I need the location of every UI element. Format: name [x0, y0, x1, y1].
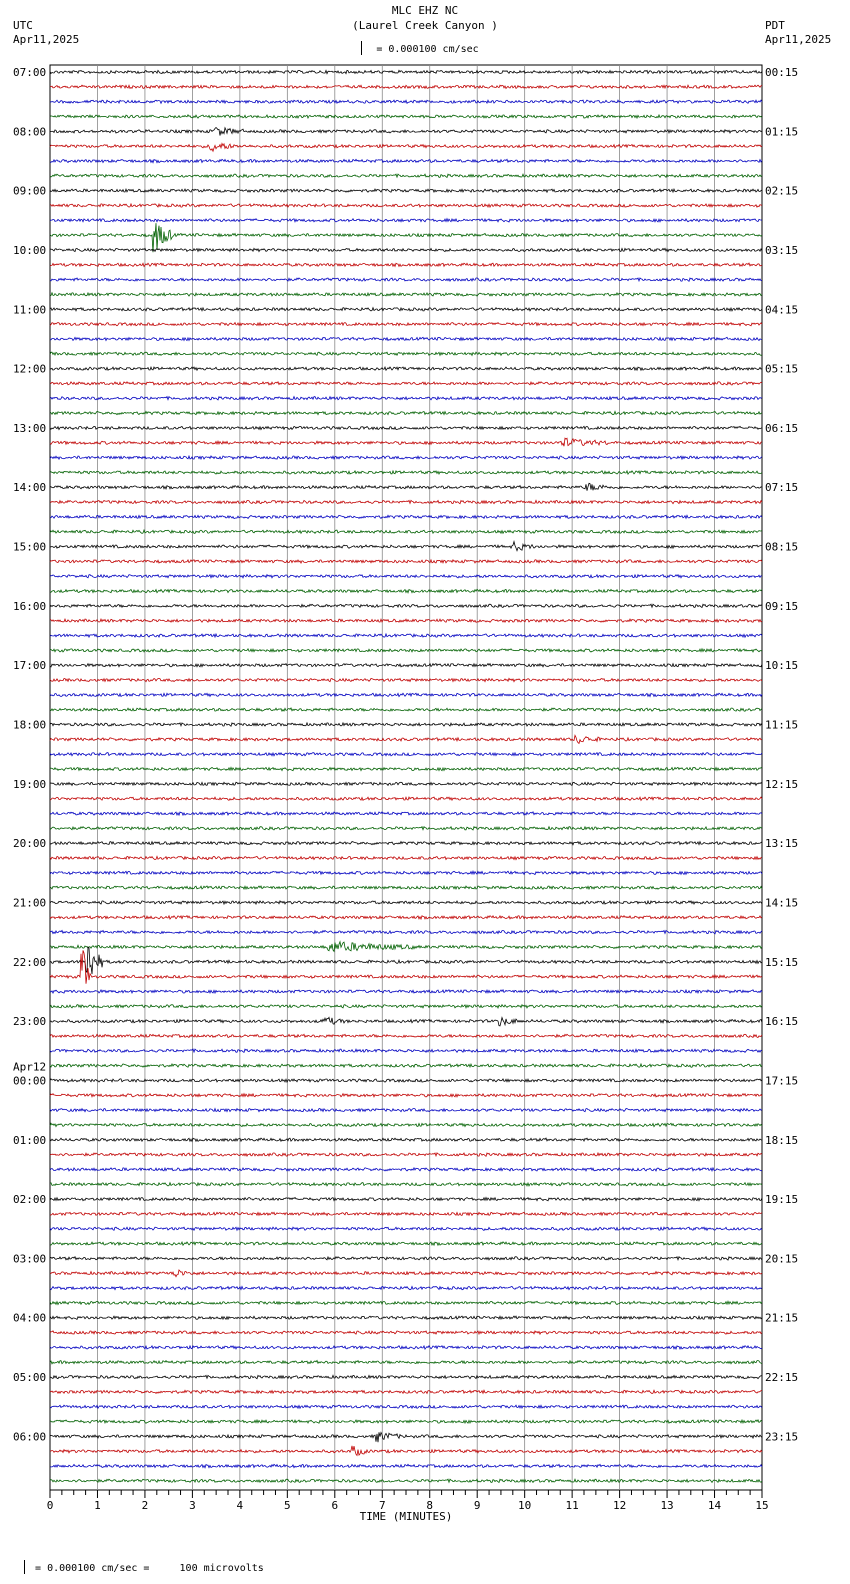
trace-line: [50, 931, 762, 934]
left-hour-label: 14:00: [13, 481, 47, 495]
trace-line: [50, 352, 762, 355]
trace-line: [50, 886, 762, 889]
x-axis-label: TIME (MINUTES): [359, 1510, 453, 1523]
trace-line: [50, 767, 762, 770]
left-hour-label: 02:00: [13, 1193, 47, 1207]
trace-line: [50, 1198, 762, 1201]
trace-line: [50, 100, 762, 103]
left-hour-label: 21:00: [13, 896, 47, 910]
left-hour-label: 09:00: [13, 184, 47, 198]
right-hour-label: 19:15: [765, 1193, 799, 1207]
trace-line: [50, 901, 762, 904]
x-tick-label: 4: [236, 1499, 244, 1512]
trace-line: [50, 293, 762, 296]
left-hour-label: 04:00: [13, 1311, 47, 1325]
x-tick-label: 12: [612, 1499, 627, 1512]
left-date: Apr11,2025: [13, 33, 80, 46]
right-hour-label: 16:15: [765, 1015, 799, 1029]
x-tick-label: 3: [189, 1499, 196, 1512]
right-hour-label: 17:15: [765, 1074, 799, 1088]
trace-line: [50, 827, 762, 830]
trace-line: [50, 812, 762, 815]
trace-line: [50, 1464, 762, 1467]
trace-line: [50, 723, 762, 726]
left-hour-label: 19:00: [13, 777, 47, 791]
x-tick-label: 10: [518, 1499, 532, 1512]
left-date-label: Apr12: [13, 1060, 47, 1074]
trace-line: [50, 871, 762, 874]
footer-scale: [4, 1546, 264, 1574]
right-hour-label: 10:15: [765, 659, 799, 673]
trace-line: [50, 782, 762, 785]
left-hour-label: 05:00: [13, 1371, 47, 1385]
trace-line: [50, 159, 762, 162]
trace-line: [50, 223, 762, 252]
trace-line: [50, 1432, 762, 1442]
trace-line: [50, 664, 762, 667]
trace-line: [50, 189, 762, 192]
left-hour-label: 23:00: [13, 1015, 47, 1029]
trace-line: [50, 1405, 762, 1408]
x-tick-label: 5: [284, 1499, 291, 1512]
trace-line: [50, 426, 762, 429]
left-hour-label: 17:00: [13, 659, 47, 673]
trace-line: [50, 1212, 762, 1215]
x-tick-label: 9: [473, 1499, 481, 1512]
trace-line: [50, 263, 762, 266]
trace-line: [50, 1109, 762, 1112]
trace-line: [50, 753, 762, 756]
trace-line: [50, 367, 762, 370]
footer-scale-bar-icon: [24, 1560, 31, 1574]
trace-line: [50, 1375, 762, 1378]
trace-line: [50, 1301, 762, 1304]
trace-line: [50, 856, 762, 859]
trace-line: [50, 144, 762, 152]
left-hour-label: 10:00: [13, 243, 47, 257]
left-hour-label: 18:00: [13, 718, 47, 732]
trace-line: [50, 1446, 762, 1456]
right-hour-label: 13:15: [765, 837, 799, 851]
trace-line: [50, 115, 762, 118]
trace-line: [50, 382, 762, 385]
trace-line: [50, 1242, 762, 1245]
left-timezone: UTC: [13, 19, 33, 32]
right-hour-label: 11:15: [765, 718, 799, 732]
left-hour-label: 16:00: [13, 599, 47, 613]
trace-line: [50, 797, 762, 800]
trace-line: [50, 1153, 762, 1156]
trace-line: [50, 1287, 762, 1290]
grid-layer: [50, 65, 762, 1490]
trace-line: [50, 1123, 762, 1126]
scale-legend: [0, 38, 850, 55]
trace-line: [50, 128, 762, 136]
trace-line: [50, 1479, 762, 1482]
right-timezone: PDT: [765, 19, 785, 32]
right-hour-label: 05:15: [765, 362, 799, 376]
trace-line: [50, 1017, 762, 1026]
x-tick-label: 8: [426, 1499, 434, 1512]
scale-bar-icon: [361, 41, 367, 55]
trace-line: [50, 308, 762, 311]
trace-line: [50, 649, 762, 652]
left-hour-label: 07:00: [13, 66, 47, 79]
right-hour-label: 03:15: [765, 243, 799, 257]
trace-line: [50, 530, 762, 533]
trace-line: [50, 219, 762, 222]
trace-line: [50, 248, 762, 251]
x-tick-label: 1: [94, 1499, 101, 1512]
trace-line: [50, 1034, 762, 1037]
trace-line: [50, 619, 762, 622]
trace-line: [50, 438, 762, 446]
trace-line: [50, 1138, 762, 1141]
trace-line: [50, 542, 762, 551]
trace-line: [50, 1064, 762, 1067]
right-hour-label: 22:15: [765, 1371, 799, 1385]
trace-line: [50, 1227, 762, 1230]
right-hour-label: 01:15: [765, 125, 799, 139]
right-hour-label: 23:15: [765, 1430, 799, 1444]
trace-line: [50, 323, 762, 326]
trace-line: [50, 397, 762, 400]
trace-line: [50, 950, 762, 983]
left-hour-label: 15:00: [13, 540, 47, 554]
x-tick-label: 13: [660, 1499, 674, 1512]
trace-line: [50, 1079, 762, 1082]
right-hour-label: 09:15: [765, 599, 799, 613]
trace-line: [50, 735, 762, 743]
left-hour-label: 20:00: [13, 837, 47, 851]
trace-line: [50, 1331, 762, 1334]
x-tick-label: 7: [378, 1499, 386, 1512]
trace-line: [50, 1270, 762, 1277]
trace-line: [50, 515, 762, 518]
left-hour-label: 03:00: [13, 1252, 47, 1266]
time-axis: [47, 1490, 769, 1523]
left-hour-label: 06:00: [13, 1430, 47, 1444]
x-tick-label: 6: [331, 1499, 339, 1512]
trace-line: [50, 337, 762, 340]
trace-line: [50, 990, 762, 993]
left-hour-label: 13:00: [13, 421, 47, 435]
x-tick-label: 11: [565, 1499, 579, 1512]
plot-frame: [50, 65, 762, 1490]
left-hour-label: 11:00: [13, 303, 47, 317]
trace-line: [50, 1361, 762, 1364]
trace-line: [50, 412, 762, 415]
trace-line: [50, 1346, 762, 1349]
trace-line: [50, 1183, 762, 1186]
right-hour-label: 21:15: [765, 1311, 799, 1325]
trace-line: [50, 471, 762, 474]
scale-text: = 0.000100 cm/sec: [376, 44, 479, 55]
right-hour-label: 08:15: [765, 540, 799, 554]
trace-line: [50, 842, 762, 845]
left-hour-label: 08:00: [13, 125, 47, 139]
trace-line: [50, 634, 762, 637]
trace-line: [50, 85, 762, 88]
right-hour-label: 20:15: [765, 1252, 799, 1266]
left-hour-label: 01:00: [13, 1133, 47, 1147]
trace-line: [50, 500, 762, 503]
right-hour-label: 12:15: [765, 777, 799, 791]
trace-line: [50, 693, 762, 696]
trace-layer: [50, 70, 762, 1482]
right-hour-label: 14:15: [765, 896, 799, 910]
x-tick-label: 14: [707, 1499, 722, 1512]
trace-line: [50, 483, 762, 490]
right-hour-label: 18:15: [765, 1133, 799, 1147]
trace-line: [50, 575, 762, 578]
trace-line: [50, 70, 762, 73]
right-hour-label: 06:15: [765, 421, 799, 435]
right-hour-label: 00:15: [765, 66, 799, 79]
trace-line: [50, 204, 762, 207]
trace-line: [50, 1390, 762, 1393]
station-name: MLC EHZ NC: [391, 4, 459, 17]
trace-line: [50, 1005, 762, 1008]
right-hour-label: 04:15: [765, 303, 799, 317]
trace-line: [50, 708, 762, 711]
trace-line: [50, 1168, 762, 1171]
trace-line: [50, 174, 762, 177]
trace-line: [50, 947, 762, 974]
trace-line: [50, 456, 762, 459]
right-hour-label: 07:15: [765, 481, 799, 495]
trace-line: [50, 589, 762, 592]
left-hour-label: 12:00: [13, 362, 47, 376]
x-tick-label: 15: [755, 1499, 769, 1512]
x-tick-label: 2: [141, 1499, 149, 1512]
trace-line: [50, 560, 762, 563]
trace-line: [50, 942, 762, 952]
trace-line: [50, 604, 762, 607]
trace-line: [50, 678, 762, 681]
trace-line: [50, 1257, 762, 1260]
trace-line: [50, 1316, 762, 1319]
station-location: (Laurel Creek Canyon ): [352, 19, 498, 32]
trace-line: [50, 1049, 762, 1052]
plot-title: [0, 3, 850, 33]
trace-line: [50, 916, 762, 919]
right-hour-label: 02:15: [765, 184, 799, 198]
left-hour-label: 22:00: [13, 955, 47, 969]
right-hour-label: 15:15: [765, 955, 799, 969]
trace-line: [50, 1094, 762, 1097]
x-tick-label: 0: [46, 1499, 54, 1512]
footer-scale-text: = 0.000100 cm/sec = 100 microvolts: [35, 1563, 264, 1574]
right-date: Apr11,2025: [765, 33, 832, 46]
trace-line: [50, 278, 762, 281]
trace-line: [50, 1420, 762, 1423]
left-hour-label: 00:00: [13, 1074, 47, 1088]
